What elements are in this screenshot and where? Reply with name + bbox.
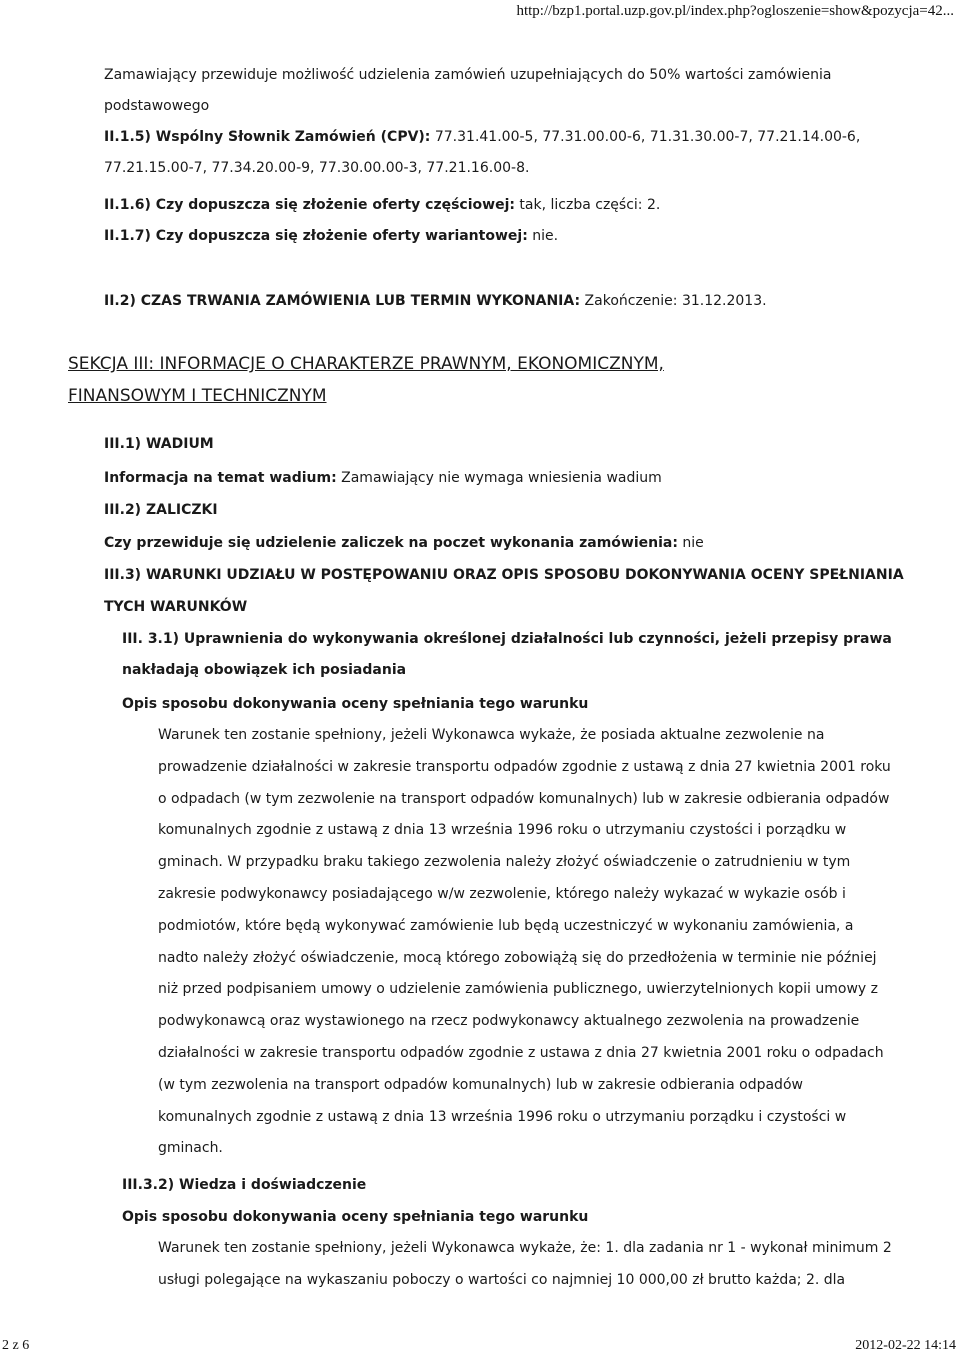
cpv-codes-2: 77.21.15.00-7, 77.34.20.00-9, 77.30.00.00-3, 77.21.16.00-8. xyxy=(104,160,530,176)
zaliczki-heading: III.2) ZALICZKI xyxy=(104,502,218,518)
section-3-title-line-2: FINANSOWYM I TECHNICZNYM xyxy=(68,386,327,406)
section-3-title-line-1: SEKCJA III: INFORMACJE O CHARAKTERZE PRAWNYM, EKONOMICZNYM, xyxy=(68,354,664,374)
paragraph-line: gminach. W przypadku braku takiego zezwolenia należy złożyć oświadczenie o zatrudnieniu w tym xyxy=(158,854,851,871)
page-number: 2 z 6 xyxy=(2,1338,30,1353)
paragraph-line: Warunek ten zostanie spełniony, jeżeli Wykonawca wykaże, że: 1. dla zadania nr 1 - wykonał minimum 2 xyxy=(158,1240,892,1256)
paragraph-line: niż przed podpisaniem umowy o udzielenie zamówienia publicznego, uwierzytelnionych kopii umowy z xyxy=(158,981,878,998)
wadium-line xyxy=(104,469,662,487)
additional-orders-line-2: podstawowego xyxy=(104,98,210,114)
assessment-heading-2: Opis sposobu dokonywania oceny spełniania tego warunku xyxy=(122,1209,589,1225)
zaliczki-label: Czy przewiduje się udzielenie zaliczek na poczet wykonania zamówienia: xyxy=(104,535,678,551)
paragraph-line: Warunek ten zostanie spełniony, jeżeli Wykonawca wykaże, że posiada aktualne zezwolenie na xyxy=(158,727,825,743)
paragraph-line: (w tym zezwolenia na transport odpadów komunalnych) lub w zakresie odbierania odpadów xyxy=(158,1076,803,1093)
paragraph-line: usługi polegające na wykaszaniu poboczy o wartości co najmniej 10 000,00 zł brutto każda; 2. dla xyxy=(158,1271,846,1288)
wadium-value: Zamawiający nie wymaga wniesienia wadium xyxy=(336,470,662,486)
duration-label: II.2) CZAS TRWANIA ZAMÓWIENIA LUB TERMIN WYKONANIA: xyxy=(104,293,581,309)
variant-offer-label: II.1.7) Czy dopuszcza się złożenie oferty wariantowej: xyxy=(104,228,528,244)
duration-line xyxy=(104,292,767,310)
cpv-codes-1: 77.31.41.00-5, 77.31.00.00-6, 71.31.30.00-7, 77.21.14.00-6, xyxy=(430,129,861,145)
additional-orders-line-1: Zamawiający przewiduje możliwość udzielenia zamówień uzupełniających do 50% wartości zamówienia xyxy=(104,67,832,83)
paragraph-line: o odpadach (w tym zezwolenie na transport odpadów komunalnych) lub w zakresie odbierania odpadów xyxy=(158,790,890,807)
paragraph-line: zakresie podwykonawcy posiadającego w/w zezwolenie, którego należy wykazać w wykazie osób i xyxy=(158,885,846,902)
experience-heading: III.3.2) Wiedza i doświadczenie xyxy=(122,1177,367,1193)
paragraph-line: podmiotów, które będą wykonywać zamówienie lub będą uczestniczyć w wykonaniu zamówienia, a xyxy=(158,917,854,934)
zaliczki-value: nie xyxy=(677,535,704,551)
page-url: http://bzp1.portal.uzp.gov.pl/index.php?ogloszenie=show&pozycja=42... xyxy=(516,3,954,19)
paragraph-line: nadto należy złożyć oświadczenie, mocą którego zobowiążą się do przedłożenia w terminie nie później xyxy=(158,949,877,966)
wadium-heading: III.1) WADIUM xyxy=(104,436,214,452)
variant-offer-line xyxy=(104,227,558,245)
paragraph-line: podwykonawcą oraz wystawionego na rzecz podwykonawcy aktualnego zezwolenia na prowadzenie xyxy=(158,1013,860,1030)
paragraph-line: gminach. xyxy=(158,1140,223,1157)
permissions-heading-line-2: nakładają obowiązek ich posiadania xyxy=(122,662,407,678)
conditions-heading-line-1: III.3) WARUNKI UDZIAŁU W POSTĘPOWANIU ORAZ OPIS SPOSOBU DOKONYWANIA OCENY SPEŁNIANIA xyxy=(104,567,904,583)
wadium-label: Informacja na temat wadium: xyxy=(104,470,337,486)
partial-offer-label: II.1.6) Czy dopuszcza się złożenie oferty częściowej: xyxy=(104,197,515,213)
conditions-heading-line-2: TYCH WARUNKÓW xyxy=(104,599,248,615)
partial-offer-line xyxy=(104,196,660,214)
paragraph-line: prowadzenie działalności w zakresie transportu odpadów zgodnie z ustawą z dnia 27 kwietnia 2001 roku xyxy=(158,758,891,775)
variant-offer-value: nie. xyxy=(527,228,559,244)
paragraph-line: komunalnych zgodnie z ustawą z dnia 13 września 1996 roku o utrzymaniu porządku i czystości w xyxy=(158,1108,847,1125)
permissions-heading-line-1: III. 3.1) Uprawnienia do wykonywania określonej działalności lub czynności, jeżeli przepisy prawa xyxy=(122,631,892,647)
assessment-heading-1: Opis sposobu dokonywania oceny spełniania tego warunku xyxy=(122,696,589,712)
zaliczki-line xyxy=(104,534,704,552)
print-datetime: 2012-02-22 14:14 xyxy=(855,1338,956,1353)
cpv-line-1 xyxy=(104,128,860,146)
paragraph-line: komunalnych zgodnie z ustawą z dnia 13 września 1996 roku o utrzymaniu czystości i porządku w xyxy=(158,822,847,839)
experience-paragraph xyxy=(158,1233,898,1297)
permissions-paragraph xyxy=(158,720,898,1165)
paragraph-line: działalności w zakresie transportu odpadów zgodnie z ustawa z dnia 27 kwietnia 2001 roku o odpadach xyxy=(158,1044,884,1061)
cpv-label: II.1.5) Wspólny Słownik Zamówień (CPV): xyxy=(104,129,431,145)
duration-value: Zakończenie: 31.12.2013. xyxy=(580,293,767,309)
partial-offer-value: tak, liczba części: 2. xyxy=(514,197,661,213)
